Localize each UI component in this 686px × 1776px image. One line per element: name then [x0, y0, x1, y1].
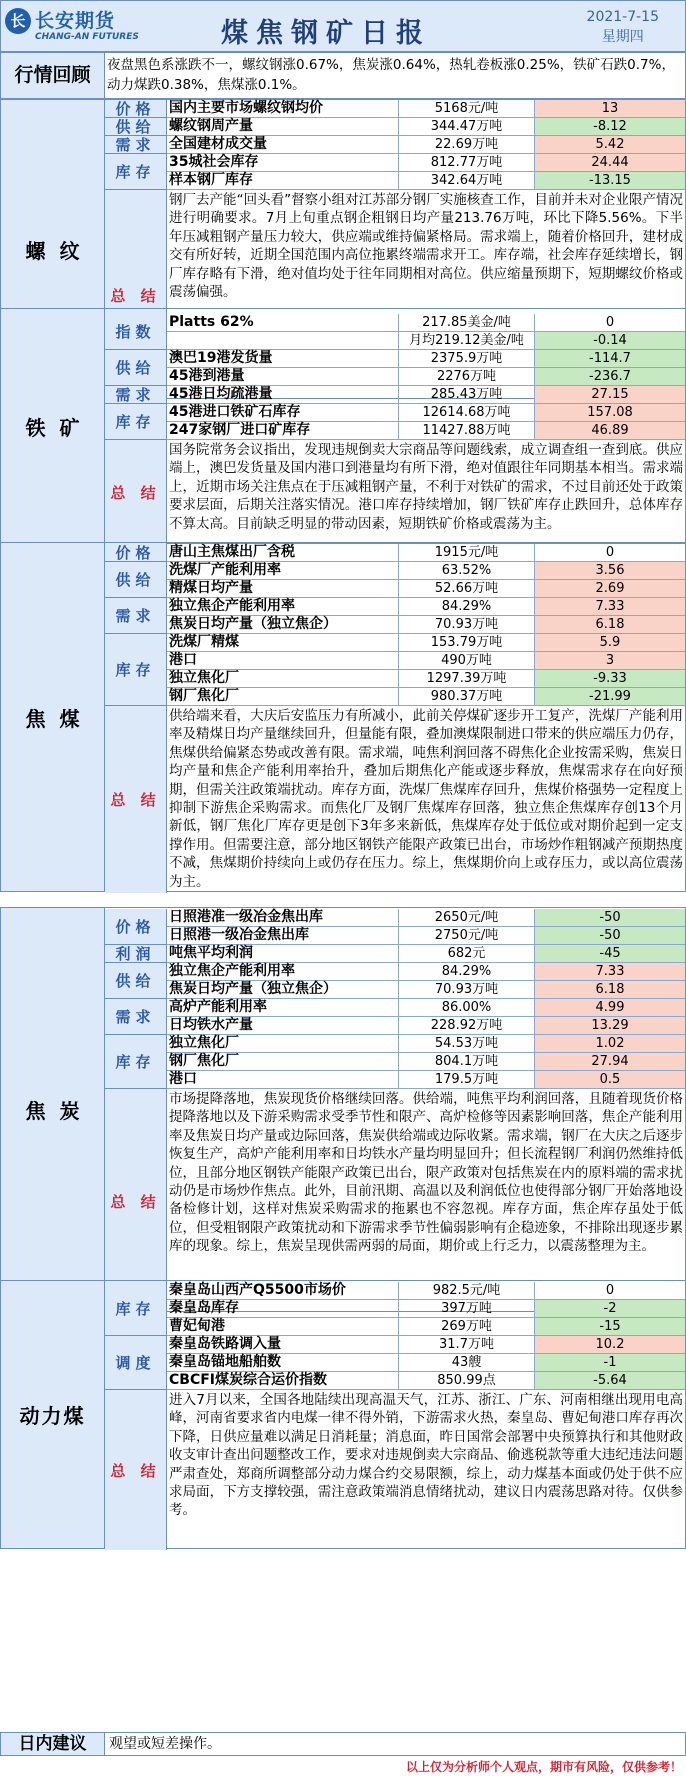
indicator-value: 397万吨 [399, 1300, 535, 1317]
market-review-text: 夜盘黑色系涨跌不一，螺纹钢涨0.67%，焦炭涨0.64%，热轧卷板涨0.25%，铁矿石跌0.7%，动力煤跌0.38%，焦煤涨0.1%。 [107, 57, 675, 93]
data-row [167, 616, 685, 634]
indicator-name: 日均铁水产量 [167, 1017, 399, 1034]
section-summary: 国务院常务会议指出，发现违规倒卖大宗商品等问题线索，成立调查组一查到底。供应端上，澳巴发货量及国内港口到港量均有所下滑，绝对值跟往年同期基本相当。需求端上，近期市场关注焦点在于压减粗钢产量，不利于对铁矿的需求，不过目前还处于政策要求层面，后期关注落实情况。港口库存持续增加，钢厂铁矿库存止跌回升，总体库存不算太高。目前缺乏明显的带动因素，短期铁矿价格或震荡为主。 [169, 442, 683, 532]
indicator-change: -2 [535, 1300, 685, 1317]
indicator-value: 54.53万吨 [399, 1035, 535, 1052]
indicator-change: 10.2 [535, 1336, 685, 1353]
indicator-name: 45港日均疏港量 [167, 386, 399, 403]
indicator-value: 2750元/吨 [399, 927, 535, 944]
section-2 [0, 542, 686, 892]
indicator-value: 269万吨 [399, 1318, 535, 1335]
section-name: 焦煤 [1, 543, 105, 891]
data-row [167, 314, 685, 332]
indicator-value: 2276万吨 [399, 368, 535, 385]
indicator-value: 70.93万吨 [399, 981, 535, 998]
conclusion-label: 总 结 [105, 440, 167, 545]
indicator-name: CBCFI煤炭综合运价指数 [167, 1372, 399, 1389]
data-row [167, 422, 685, 440]
indicator-name: 日照港准一级冶金焦出库 [167, 909, 399, 926]
indicator-name: 精煤日均产量 [167, 580, 399, 597]
conclusion-label: 总 结 [105, 1390, 167, 1550]
date-text: 2021-7-15 [586, 9, 659, 25]
indicator-name: 洗煤厂产能利用率 [167, 562, 399, 579]
group-label: 指数 [105, 314, 167, 350]
indicator-value: 12614.68万吨 [399, 404, 535, 421]
indicator-name: 钢厂焦化厂 [167, 688, 399, 705]
indicator-change: 3 [535, 652, 685, 669]
indicator-change: -0.14 [535, 332, 685, 349]
conclusion-label: 总 结 [105, 190, 167, 400]
indicator-change: 27.15 [535, 386, 685, 403]
indicator-name: 全国建材成交量 [167, 136, 399, 153]
weekday-text: 星期四 [601, 29, 644, 45]
indicator-value: 490万吨 [399, 652, 535, 669]
indicator-value: 285.43万吨 [399, 386, 535, 403]
group-label: 价格 [105, 909, 167, 945]
indicator-value: 22.69万吨 [399, 136, 535, 153]
indicator-change: 27.94 [535, 1053, 685, 1070]
group-label: 需求 [105, 386, 167, 404]
indicator-change: -8.12 [535, 118, 685, 135]
indicator-name: 45港进口铁矿石库存 [167, 404, 399, 421]
indicator-change: 2.69 [535, 580, 685, 597]
indicator-name: 独立焦企产能利用率 [167, 963, 399, 980]
indicator-change: 7.33 [535, 963, 685, 980]
indicator-value: 980.37万吨 [399, 688, 535, 705]
data-row [167, 332, 685, 350]
indicator-value: 5168元/吨 [399, 100, 535, 117]
indicator-name: 焦炭日均产量（独立焦企） [167, 616, 399, 633]
section-summary: 供给端来看，大庆后安监压力有所减小，此前关停煤矿逐步开工复产，洗煤厂产能利用率及精煤日均产量继续回升，但量能有限，叠加澳煤限制进口带来的供应端压力仍存，焦煤供给偏紧态势或改善有限。需求端，吨焦利润回落不碍焦化企业按需采购，焦炭日均产量和焦企产能利用率抬升，叠加后期焦化产能或逐步释放，焦煤需求存在向好预期，但需关注政策端扰动。库存方面，洗煤厂焦煤库存回升，焦煤价格强势一定程度上抑制下游焦企采购需求。而焦化厂及钢厂焦煤库存回落，独立焦企焦煤库存创13个月新低，钢厂焦化厂库存更是创下3年多来新低，焦煤库存处于低位或对期价起到一定支撑作用。但需要注意，部分地区钢铁产能限产政策已出台，市场炒作粗钢减产预期热度不减，焦煤期价持续向上或仍存在压力。综上，焦煤期价向上或存压力，或以高位震荡为主。 [169, 708, 683, 890]
market-review-row [0, 52, 686, 99]
group-label: 需求 [105, 999, 167, 1035]
indicator-value: 月均219.12美金/吨 [399, 332, 535, 349]
indicator-change: 0 [535, 1282, 685, 1299]
indicator-change: 0 [535, 544, 685, 561]
indicator-value: 344.47万吨 [399, 118, 535, 135]
logo-chinese-name: 长安期货 [35, 10, 116, 32]
indicator-value: 2375.9万吨 [399, 350, 535, 367]
data-row [167, 652, 685, 670]
indicator-value: 52.66万吨 [399, 580, 535, 597]
indicator-change: 0.5 [535, 1071, 685, 1088]
indicator-value: 63.52% [399, 562, 535, 579]
data-row [167, 1053, 685, 1071]
indicator-name: 澳巴19港发货量 [167, 350, 399, 367]
data-row [167, 350, 685, 368]
intraday-advice-text: 观望或短差操作。 [109, 1736, 221, 1752]
indicator-name: 247家钢厂进口矿库存 [167, 422, 399, 439]
indicator-name: 秦皇岛锚地船舶数 [167, 1354, 399, 1371]
indicator-change: 46.89 [535, 422, 685, 439]
group-label: 库存 [105, 1282, 167, 1336]
data-row [167, 688, 685, 706]
group-label: 价格 [105, 100, 167, 118]
indicator-change: 157.08 [535, 404, 685, 421]
data-row [167, 544, 685, 562]
indicator-value: 217.85美金/吨 [399, 314, 535, 331]
indicator-value: 682元 [399, 945, 535, 962]
data-row [167, 1354, 685, 1372]
group-label: 调度 [105, 1336, 167, 1390]
company-logo [5, 4, 155, 50]
indicator-change: 4.99 [535, 999, 685, 1016]
indicator-name: 样本钢厂库存 [167, 172, 399, 189]
group-label: 需求 [105, 598, 167, 634]
data-row [167, 1336, 685, 1354]
indicator-change: -50 [535, 909, 685, 926]
report-date [587, 7, 659, 47]
indicator-change: 6.18 [535, 616, 685, 633]
report-header [0, 0, 686, 52]
section-name: 铁矿 [1, 309, 105, 543]
data-row [167, 1071, 685, 1089]
indicator-change: -5.64 [535, 1372, 685, 1389]
indicator-name: 螺纹钢周产量 [167, 118, 399, 135]
indicator-name: 唐山主焦煤出厂含税 [167, 544, 399, 561]
indicator-value: 31.7万吨 [399, 1336, 535, 1353]
indicator-name: 高炉产能利用率 [167, 999, 399, 1016]
indicator-change: 0 [535, 314, 685, 331]
indicator-change: 13 [535, 100, 685, 117]
indicator-change: -9.33 [535, 670, 685, 687]
indicator-name: 焦炭日均产量（独立焦企） [167, 981, 399, 998]
indicator-change: 6.18 [535, 981, 685, 998]
section-summary: 市场提降落地，焦炭现货价格继续回落。供给端，吨焦平均利润回落，且随着现货价格提降落地以及下游采购需求受季节性和限产、高炉检修等因素影响回落，焦企产能利用率及焦炭日均产量或边际回落，焦炭供给端或边际收紧。需求端，钢厂在大庆之后逐步恢复生产，高炉产能利用率和日均铁水产量均明显回升；但长流程钢厂利润仍然维持低位，且部分地区钢铁产能限产政策已出台，限产政策对包括焦炭在内的原料端的需求扰动仍是市场炒作焦点。此外，目前汛期、高温以及利润低位也使得部分钢厂开始落地设备检修计划，这样对焦炭采购需求的拖累也不容忽视。库存方面，焦企库存虽处于低位，但受粗钢限产政策扰动和下游需求季节性偏弱影响有企稳迹象，不排除出现逐步累库的现象。综上，焦炭呈现供需两弱的局面，期价或上行乏力，以震荡整理为主。 [169, 1091, 683, 1255]
data-row [167, 172, 685, 190]
indicator-change: 24.44 [535, 154, 685, 171]
indicator-change: -50 [535, 927, 685, 944]
data-row [167, 1035, 685, 1053]
logo-english-name: CHANG-AN FUTURES [35, 32, 139, 42]
group-label: 库存 [105, 404, 167, 440]
indicator-name: 45港到港量 [167, 368, 399, 385]
data-row [167, 562, 685, 580]
indicator-value: 342.64万吨 [399, 172, 535, 189]
indicator-change: 13.29 [535, 1017, 685, 1034]
data-row [167, 670, 685, 688]
indicator-name: 秦皇岛库存 [167, 1300, 399, 1317]
section-summary: 钢厂去产能“回头看”督察小组对江苏部分钢厂实施核查工作，目前并未对企业限产情况进行明确要求。7月上旬重点钢企粗钢日均产量213.76万吨，环比下降5.56%。下半年压减粗钢产量压力较大，供应端或维持偏紧格局。需求端上，随着价格回升，建材成交有所好转，近期全国范围内高位拖累终端需求开工。库存端，社会库存延续增长，钢厂库存略有下滑，绝对值均处于往年同期相对高位。供应缩量预期下，短期螺纹价格或震荡偏强。 [169, 192, 683, 301]
indicator-change: -13.15 [535, 172, 685, 189]
data-row [167, 404, 685, 422]
data-row [167, 981, 685, 999]
indicator-change: 1.02 [535, 1035, 685, 1052]
risk-disclaimer: 以上仅为分析师个人观点，期市有风险，仅供参考！ [405, 1760, 682, 1774]
indicator-change: 5.9 [535, 634, 685, 651]
indicator-name: 港口 [167, 652, 399, 669]
indicator-value: 1915元/吨 [399, 544, 535, 561]
conclusion-label: 总 结 [105, 706, 167, 893]
data-row [167, 927, 685, 945]
indicator-value: 84.29% [399, 598, 535, 615]
indicator-value: 179.5万吨 [399, 1071, 535, 1088]
indicator-name: 独立焦企产能利用率 [167, 598, 399, 615]
data-row [167, 580, 685, 598]
data-row [167, 1300, 685, 1318]
data-row [167, 945, 685, 963]
indicator-name: 港口 [167, 1071, 399, 1088]
group-label: 利润 [105, 945, 167, 963]
section-4 [0, 1280, 686, 1549]
indicator-name: 秦皇岛铁路调入量 [167, 1336, 399, 1353]
indicator-name: 35城社会库存 [167, 154, 399, 171]
group-label: 需求 [105, 136, 167, 154]
market-review-label: 行情回顾 [1, 53, 105, 98]
indicator-value: 804.1万吨 [399, 1053, 535, 1070]
indicator-name: Platts 62% [167, 314, 399, 331]
indicator-change: 7.33 [535, 598, 685, 615]
indicator-name: 钢厂焦化厂 [167, 1053, 399, 1070]
indicator-value: 153.79万吨 [399, 634, 535, 651]
section-summary: 进入7月以来，全国各地陆续出现高温天气，江苏、浙江、广东、河南相继出现用电高峰，河南省要求省内电煤一律不得外销，下游需求火热，秦皇岛、曹妃甸港口库存再次下降，日供应量难以满足日消耗量；消息面，昨日国常会部署中央预算执行和其他财政收支审计查出问题整改工作，要求对违规倒卖大宗商品、偷逃税款等重大违纪违法问题严肃查处，郑商所调整部分动力煤合约交易限额，综上，动力煤基本面或仍处于供不应求局面，下方支撑较强，需注意政策端消息情绪扰动，建议日内震荡思路对待。仅供参考。 [169, 1392, 683, 1519]
section-name: 螺纹 [1, 100, 105, 398]
indicator-name: 日照港一级冶金焦出库 [167, 927, 399, 944]
indicator-name: 独立焦化厂 [167, 670, 399, 687]
data-row [167, 634, 685, 652]
indicator-value: 1297.39万吨 [399, 670, 535, 687]
data-row [167, 1318, 685, 1336]
group-label: 供给 [105, 118, 167, 136]
indicator-value: 982.5元/吨 [399, 1282, 535, 1299]
indicator-name: 国内主要市场螺纹钢均价 [167, 100, 399, 117]
section-1 [0, 308, 686, 544]
indicator-name: 独立焦化厂 [167, 1035, 399, 1052]
logo-mark: 长 [5, 8, 31, 34]
indicator-change: -236.7 [535, 368, 685, 385]
group-label: 库存 [105, 1035, 167, 1089]
section-3 [0, 907, 686, 1312]
indicator-change: -15 [535, 1318, 685, 1335]
group-label: 库存 [105, 154, 167, 190]
indicator-change: -21.99 [535, 688, 685, 705]
indicator-name: 曹妃甸港 [167, 1318, 399, 1335]
group-label: 库存 [105, 634, 167, 706]
data-row [167, 368, 685, 386]
intraday-advice-row [0, 1732, 686, 1756]
indicator-value: 11427.88万吨 [399, 422, 535, 439]
indicator-value: 850.99点 [399, 1372, 535, 1389]
indicator-change: 5.42 [535, 136, 685, 153]
data-row [167, 963, 685, 981]
indicator-change: -114.7 [535, 350, 685, 367]
indicator-value: 228.92万吨 [399, 1017, 535, 1034]
intraday-advice-label: 日内建议 [1, 1733, 105, 1755]
section-name: 动力煤 [1, 1281, 105, 1548]
data-row [167, 1282, 685, 1300]
indicator-value: 86.00% [399, 999, 535, 1016]
indicator-value: 70.93万吨 [399, 616, 535, 633]
indicator-change: -45 [535, 945, 685, 962]
data-row [167, 136, 685, 154]
indicator-value: 84.29% [399, 963, 535, 980]
indicator-name: 秦皇岛山西产Q5500市场价 [167, 1282, 399, 1299]
group-label: 供给 [105, 562, 167, 598]
data-row [167, 386, 685, 404]
group-label: 价格 [105, 544, 167, 562]
indicator-value: 2650元/吨 [399, 909, 535, 926]
section-name: 焦炭 [1, 908, 105, 1311]
data-row [167, 1017, 685, 1035]
conclusion-label: 总 结 [105, 1089, 167, 1313]
data-row [167, 154, 685, 172]
data-row [167, 909, 685, 927]
indicator-change: 3.56 [535, 562, 685, 579]
indicator-name: 洗煤厂精煤 [167, 634, 399, 651]
indicator-value: 43艘 [399, 1354, 535, 1371]
indicator-name: 吨焦平均利润 [167, 945, 399, 962]
indicator-value: 812.77万吨 [399, 154, 535, 171]
report-title: 煤焦钢矿日报 [221, 18, 431, 49]
data-row [167, 999, 685, 1017]
group-label: 供给 [105, 350, 167, 386]
indicator-name [167, 332, 399, 349]
data-row [167, 1372, 685, 1390]
group-label: 供给 [105, 963, 167, 999]
data-row [167, 118, 685, 136]
data-row [167, 100, 685, 118]
data-row [167, 598, 685, 616]
indicator-change: -1 [535, 1354, 685, 1371]
